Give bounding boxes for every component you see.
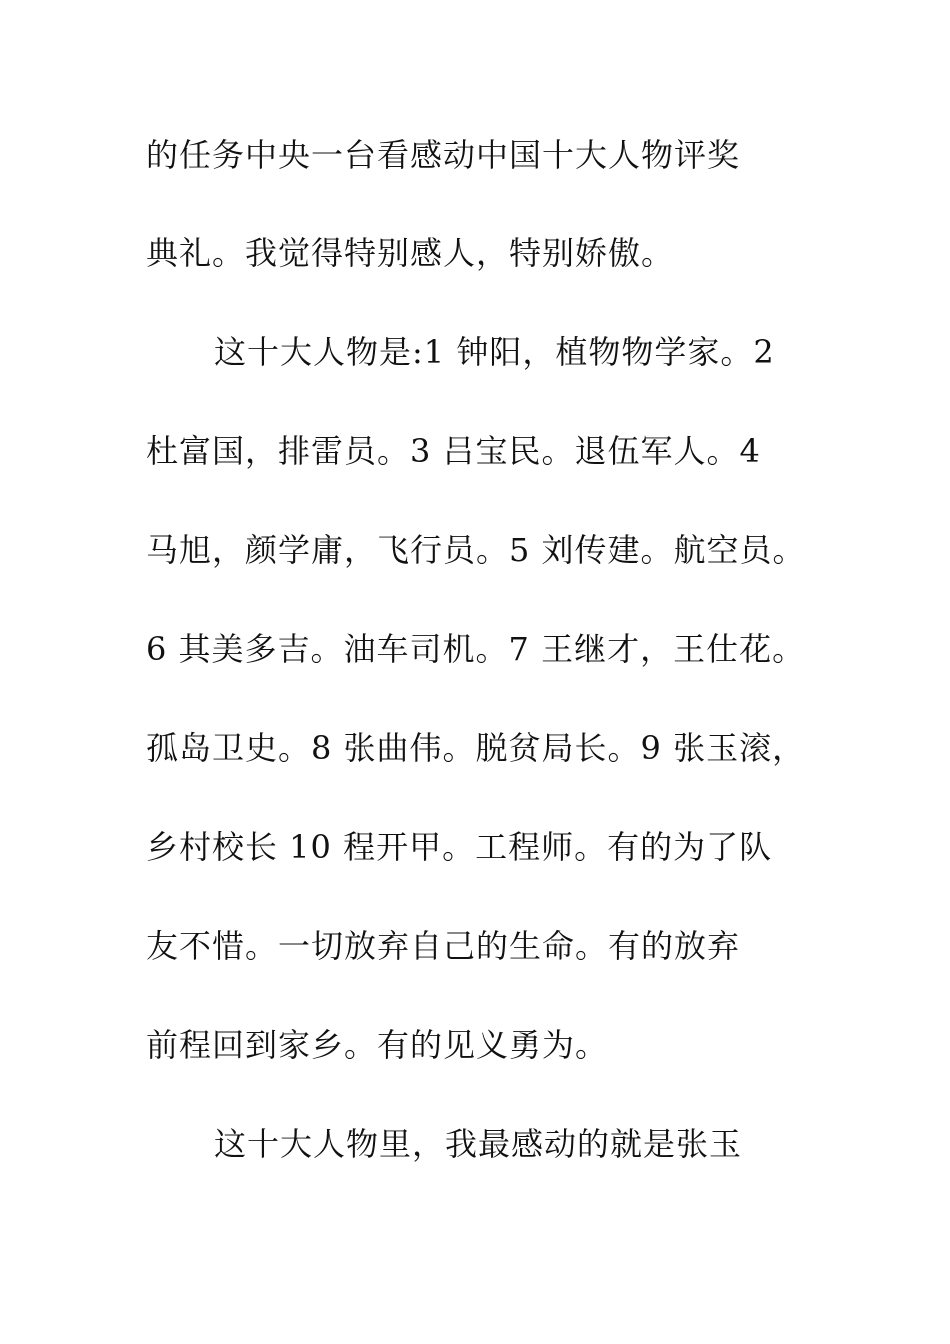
text-line-9: 友不惜。一切放弃自己的生命。有的放弃 xyxy=(146,927,741,965)
text-line-6: 6 其美多吉。油车司机。7 王继才，王仕花。 xyxy=(146,630,806,668)
text-line-10: 前程回到家乡。有的见义勇为。 xyxy=(146,1026,609,1064)
text-line-2: 典礼。我觉得特别感人，特别娇傲。 xyxy=(146,234,675,272)
text-line-5: 马旭，颜学庸，飞行员。5 刘传建。航空员。 xyxy=(146,531,806,569)
text-line-7: 孤岛卫史。8 张曲伟。脱贫局长。9 张玉滚， xyxy=(146,729,806,767)
paragraph-start-line: 这十大人物是:1 钟阳，植物物学家。2 xyxy=(214,333,775,371)
text-line-8: 乡村校长 10 程开甲。工程师。有的为了队 xyxy=(146,828,773,866)
text-line-4: 杜富国，排雷员。3 吕宝民。退伍军人。4 xyxy=(146,432,761,470)
paragraph-start-line: 这十大人物里，我最感动的就是张玉 xyxy=(214,1125,743,1163)
text-line-1: 的任务中央一台看感动中国十大人物评奖 xyxy=(146,136,741,174)
